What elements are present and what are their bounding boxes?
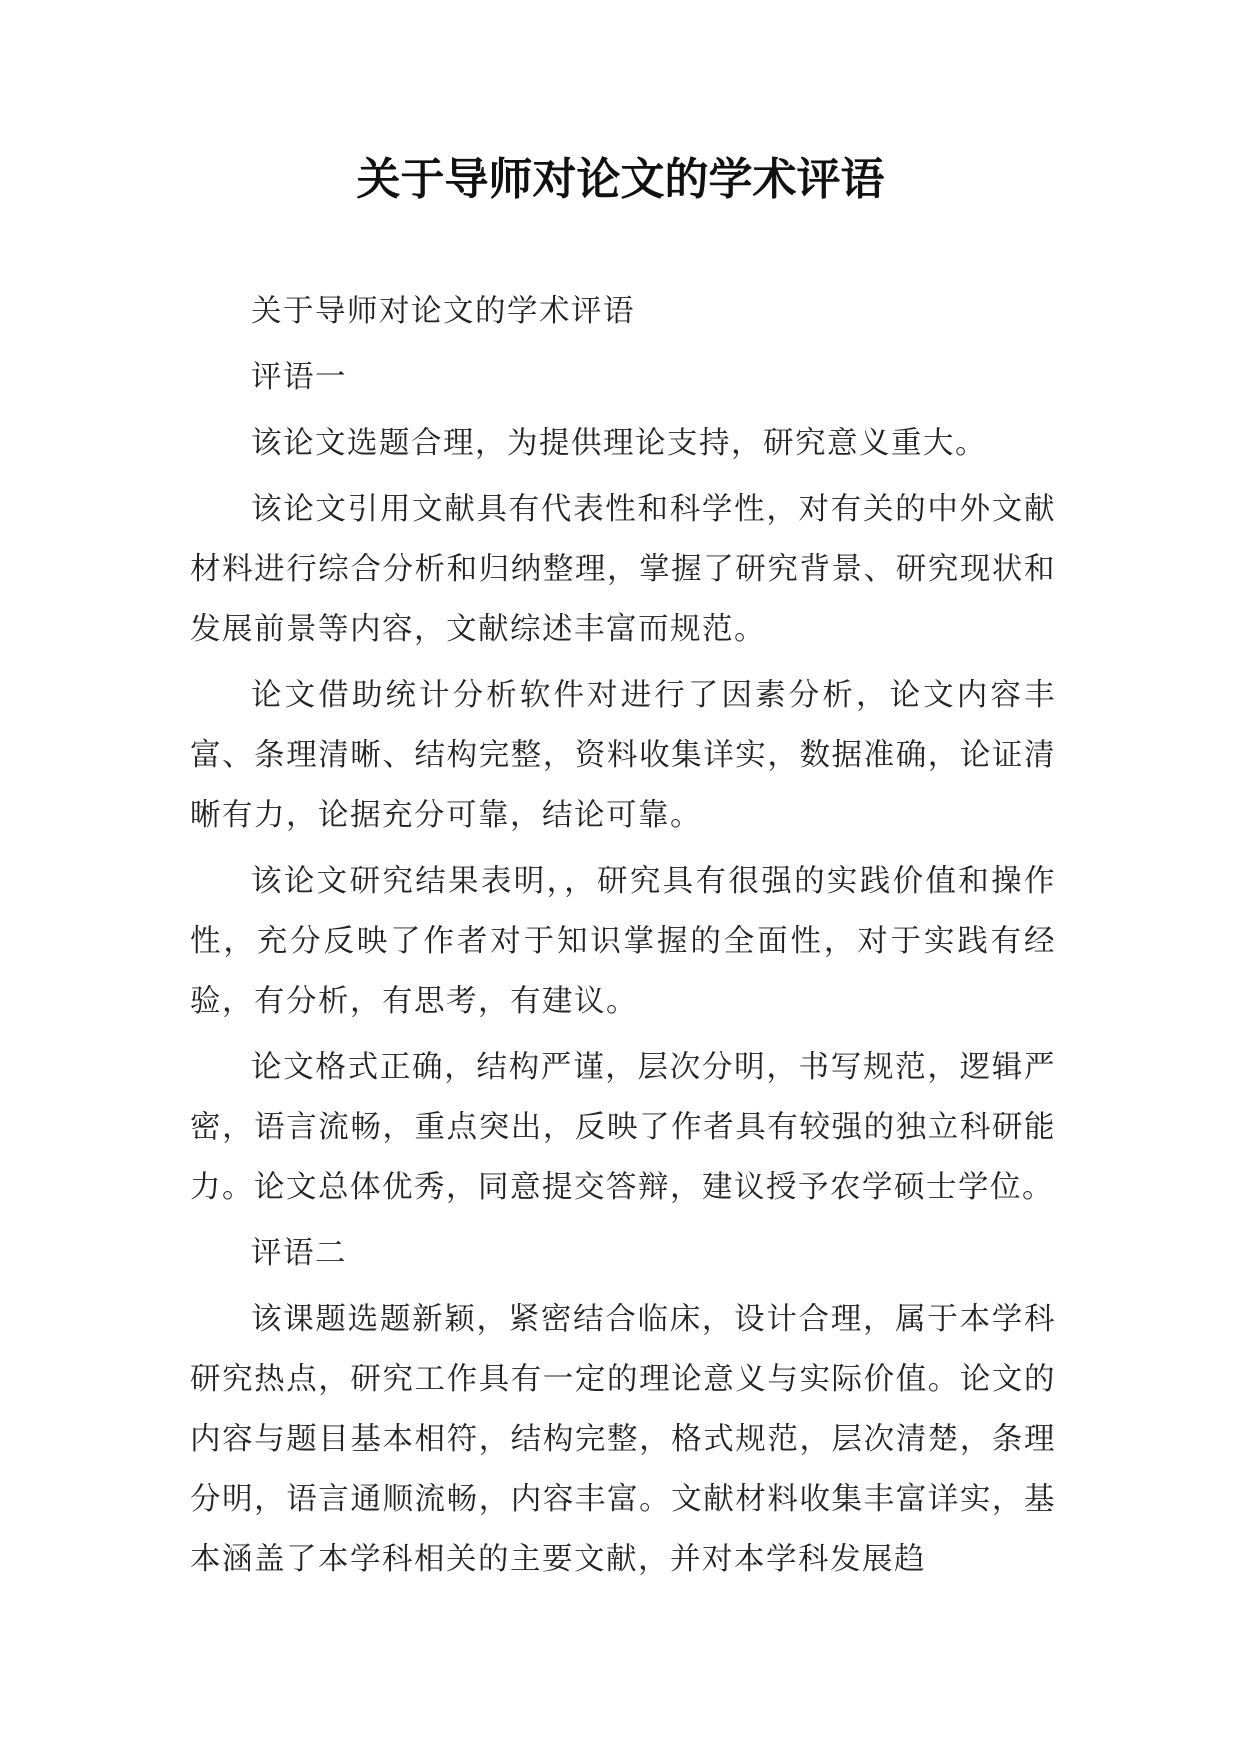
paragraph: 该论文引用文献具有代表性和科学性，对有关的中外文献材料进行综合分析和归纳整理，掌握了研究背景、研究现状和发展前景等内容，文献综述丰富而规范。 (190, 492, 1056, 647)
paragraph: 论文借助统计分析软件对进行了因素分析，论文内容丰富、条理清晰、结构完整，资料收集详实，数据准确，论证清晰有力，论据充分可靠，结论可靠。 (190, 678, 1056, 833)
document-body (190, 282, 1056, 1596)
document-title: 关于导师对论文的学术评语 (356, 154, 885, 205)
paragraph: 该课题选题新颖，紧密结合临床，设计合理，属于本学科研究热点，研究工作具有一定的理论意义与实际价值。论文的内容与题目基本相符，结构完整，格式规范，层次清楚，条理分明，语言通顺流畅，内容丰富。文献材料收集丰富详实，基本涵盖了本学科相关的主要文献，并对本学科发展趋 (190, 1302, 1056, 1577)
paragraph: 论文格式正确，结构严谨，层次分明，书写规范，逻辑严密，语言流畅，重点突出，反映了作者具有较强的独立科研能力。论文总体优秀，同意提交答辩，建议授予农学硕士学位。 (190, 1050, 1056, 1205)
paragraph: 评语二 (251, 1236, 347, 1271)
paragraph: 该论文研究结果表明，，研究具有很强的实践价值和操作性，充分反映了作者对于知识掌握的全面性，对于实践有经验，有分析，有思考，有建议。 (190, 864, 1056, 1019)
paragraph: 该论文选题合理，为提供理论支持，研究意义重大。 (251, 426, 987, 461)
paragraph: 关于导师对论文的学术评语 (251, 294, 635, 329)
paragraph: 评语一 (251, 360, 347, 395)
